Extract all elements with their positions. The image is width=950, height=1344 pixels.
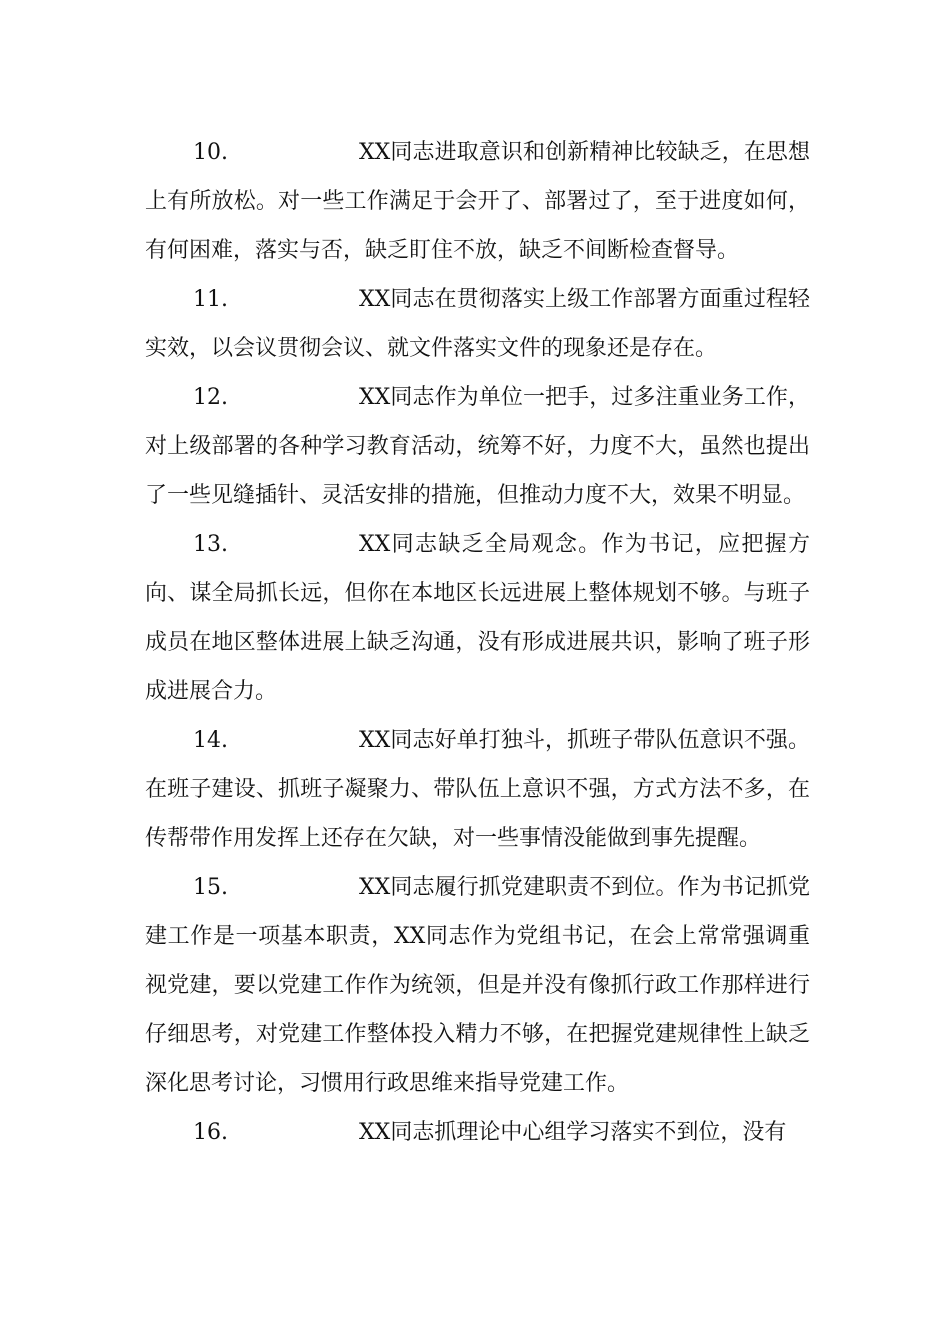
paragraph-number: 11. — [193, 287, 228, 312]
paragraph-13 — [145, 520, 810, 716]
paragraph-10 — [145, 128, 810, 275]
paragraph-number: 14. — [193, 728, 228, 753]
paragraph-number: 13. — [193, 532, 228, 557]
paragraph-16 — [145, 1108, 810, 1157]
paragraph-text: XX同志在贯彻落实上级工作部署方面重过程轻实效，以会议贯彻会议、就文件落实文件的现象还是存在。 — [145, 287, 810, 361]
paragraph-number: 10. — [193, 140, 228, 165]
paragraph-14 — [145, 716, 810, 863]
paragraph-text: XX同志履行抓党建职责不到位。作为书记抓党建工作是一项基本职责，XX同志作为党组书记，在会上常常强调重视党建，要以党建工作作为统领，但是并没有像抓行政工作那样进行仔细思考，对党建工作整体投入精力不够，在把握党建规律性上缺乏深化思考讨论，习惯用行政思维来指导党建工作。 — [145, 875, 810, 1096]
paragraph-number: 12. — [193, 385, 228, 410]
paragraph-15 — [145, 863, 810, 1108]
paragraph-text: XX同志缺乏全局观念。作为书记，应把握方向、谋全局抓长远，但你在本地区长远进展上整体规划不够。与班子成员在地区整体进展上缺乏沟通，没有形成进展共识，影响了班子形成进展合力。 — [145, 532, 810, 704]
paragraph-number: 16. — [193, 1120, 228, 1145]
paragraph-text: XX同志进取意识和创新精神比较缺乏，在思想上有所放松。对一些工作满足于会开了、部署过了，至于进度如何，有何困难，落实与否，缺乏盯住不放，缺乏不间断检查督导。 — [145, 140, 810, 263]
paragraph-12 — [145, 373, 810, 520]
paragraph-number: 15. — [193, 875, 228, 900]
document-body — [145, 128, 810, 1157]
paragraph-text: XX同志抓理论中心组学习落实不到位，没有 — [359, 1120, 787, 1145]
paragraph-text: XX同志好单打独斗，抓班子带队伍意识不强。在班子建设、抓班子凝聚力、带队伍上意识不强，方式方法不多，在传帮带作用发挥上还存在欠缺，对一些事情没能做到事先提醒。 — [145, 728, 810, 851]
paragraph-11 — [145, 275, 810, 373]
paragraph-text: XX同志作为单位一把手，过多注重业务工作，对上级部署的各种学习教育活动，统筹不好，力度不大，虽然也提出了一些见缝插针、灵活安排的措施，但推动力度不大，效果不明显。 — [145, 385, 810, 508]
